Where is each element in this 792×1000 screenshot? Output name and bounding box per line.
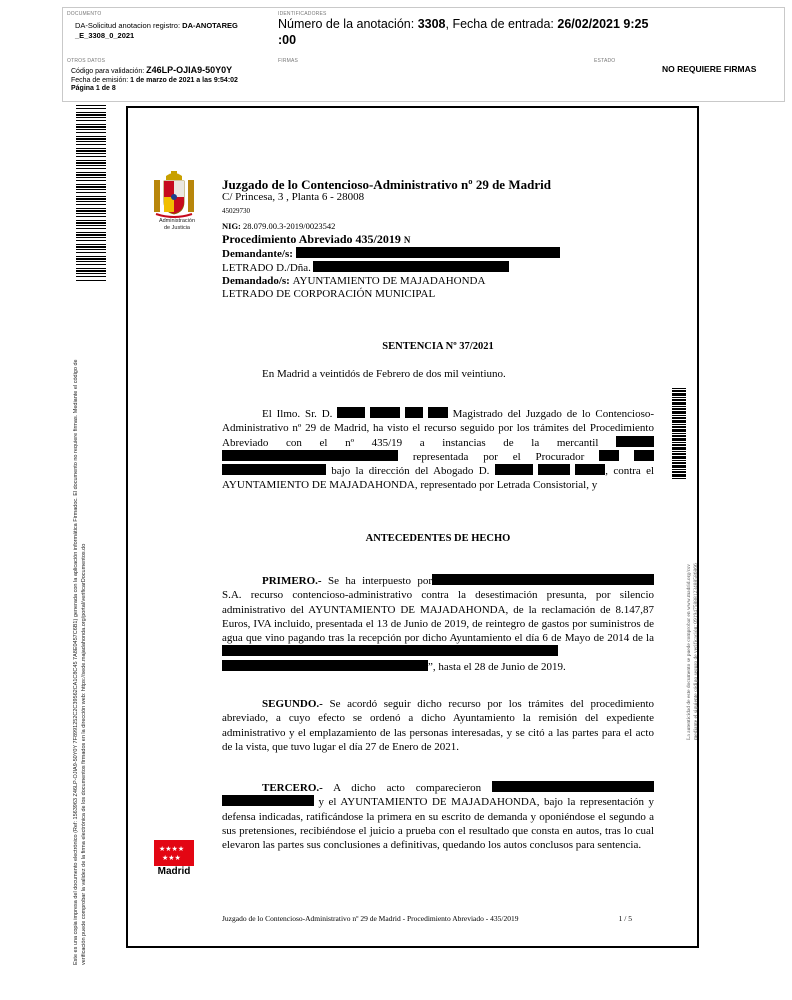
letrado-corporacion: LETRADO DE CORPORACIÓN MUNICIPAL (222, 288, 436, 300)
sentencia-title: SENTENCIA Nº 37/2021 (382, 341, 494, 352)
otros-datos-cell (63, 55, 274, 103)
verification-side-text: Este es una copia impresa del documento electrónico (Ref: 1563963 Z46LP-OJIA9-50Y0Y 7F8991252C2C39562CA1C8C45 7A8E0457C6B1) generada con la aplicación informática Firmadoc. El documento no requiere firmas. Mediante el código de verificación puede comprobar la validez de la firma electrónica de los documentos firmados en la dirección web: https://sede.majadahonda.org/portal/verificarDocumentos.do (73, 359, 87, 965)
svg-text:★★★: ★★★ (162, 854, 181, 862)
redaction-bar (296, 247, 560, 258)
barcode-icon (76, 105, 106, 281)
redaction-bar (405, 407, 423, 418)
svg-text:★★★★: ★★★★ (159, 845, 185, 853)
footer-page-number: 1 / 5 (618, 914, 632, 923)
sentencia-date: En Madrid a veintidós de Febrero de dos mil veintiuno. (262, 368, 506, 380)
redaction-bar (370, 407, 400, 418)
page-count: Página 1 de 8 (71, 85, 116, 92)
redaction-bar (222, 450, 398, 461)
documento-label: DOCUMENTO (67, 11, 102, 17)
redaction-bar (492, 781, 654, 792)
redaction-bar (313, 261, 509, 272)
court-address: C/ Princesa, 3 , Planta 6 - 28008 (222, 191, 365, 203)
estado-label: ESTADO (594, 58, 616, 64)
redaction-bar (428, 407, 448, 418)
coat-caption: Administración de Justicia (158, 218, 196, 231)
redaction-bar (616, 436, 654, 447)
demandado-line: Demandado/s: AYUNTAMIENTO DE MAJADAHONDA (222, 275, 486, 287)
otros-datos-value: Código para validación: Z46LP-OJIA9-50Y0Y Fecha de emisión: 1 de marzo de 2021 a las 9:54:02 Página 1 de 8 (71, 65, 238, 92)
otros-datos-label: OTROS DATOS (67, 58, 106, 64)
redaction-bar (634, 450, 654, 461)
intro-paragraph: El Ilmo. Sr. D. Magistrado del Juzgado de lo Contencioso- Administrativo nº 29 de Madrid, ha visto el recurso seguido por los trámites del Procedimiento Abreviado con el nº 435/19 a instancias de la mercantil representada por el Procurador bajo la dirección del Abogado D. , contra el AYUNTAMIENTO DE MAJADAHONDA, representado por Letrada Consistorial, y (222, 408, 655, 492)
identificadores-label: IDENTIFICADORES (278, 11, 327, 17)
redaction-bar (432, 574, 654, 585)
madrid-logo-icon (154, 840, 194, 866)
documento-cell (63, 8, 274, 55)
antecedentes-heading: ANTECEDENTES DE HECHO (365, 533, 511, 544)
redaction-bar (222, 645, 558, 656)
demandante-line: Demandante/s: (222, 247, 602, 261)
firmas-label: FIRMAS (278, 58, 299, 64)
footer-text: Juzgado de lo Contencioso-Administrativo nº 29 de Madrid - Procedimiento Abreviado - 435/2019 (222, 914, 519, 923)
court-header (222, 178, 602, 301)
redaction-bar (575, 464, 605, 475)
estado-cell (590, 55, 786, 103)
letrado-line: LETRADO D./Dña. (222, 261, 602, 275)
madrid-logo-text: Madrid (157, 866, 191, 877)
court-name: Juzgado de lo Contencioso-Administrativo nº 29 de Madrid (222, 177, 551, 192)
document-header (62, 7, 785, 102)
tercero-paragraph: TERCERO.- A dicho acto comparecieron y el AYUNTAMIENTO DE MAJADAHONDA, bajo la representación y defensa indicadas, ratificándose la primera en su escrito de demanda y oponiéndose el segundo a sus pretensiones, recibiéndose el juicio a prueba con el resultado que consta en autos, tras lo cual elevaron las partes sus conclusiones a definitivas, quedando los autos conclusos para sentencia. (222, 782, 654, 852)
anotacion-info: Número de la anotación: 3308, Fecha de entrada: 26/02/2021 9:25 :00 (278, 17, 649, 47)
redaction-bar (538, 464, 570, 475)
validation-code[interactable]: Z46LP-OJIA9-50Y0Y (146, 65, 233, 75)
redaction-bar (222, 660, 428, 671)
redaction-bar (495, 464, 533, 475)
estado-value: NO REQUIERE FIRMAS (662, 64, 757, 74)
redaction-bar (337, 407, 365, 418)
primero-paragraph: PRIMERO.- Se ha interpuesto por S.A. recurso contencioso-administrativo contra la desestimación presunta, por silencio administrativo del AYUNTAMIENTO DE MAJADAHONDA, de la reclamación de 8.147,87 Euros, IVA incluido, presentada el 13 de Junio de 2019, de reintegro de gastos por suministros de agua que vino pagando tras la recepción por dicho Ayuntamiento el día 6 de Mayo de 2014 de la ”, hasta el 28 de Junio de 2019. (222, 575, 654, 673)
segundo-paragraph: SEGUNDO.- Se acordó seguir dicho recurso por los trámites del procedimiento abreviado, a cuyo efecto se ordenó a dicho Ayuntamiento la remisión del expediente administrativo y el emplazamiento de las personas interesadas, y se citó a las partes para el acto de la vista, que tuvo lugar el día 27 de Enero de 2021. (222, 698, 655, 753)
redaction-bar (222, 795, 314, 806)
nig: NIG: 28.079.00.3-2019/0023542 (222, 221, 336, 231)
court-code: 45029730 (222, 207, 250, 215)
csv-verification-text: La autenticidad de este documento se puede comprobar en www.madrid.org/csv mediante el siguiente código seguro de verificación: 0919475888123488586866 (686, 563, 699, 740)
verification-barcode-icon (672, 388, 686, 480)
documento-value: DA-Solicitud anotacion registro: DA-ANOTAREG _E_3308_0_2021 (75, 21, 238, 40)
page-footer (222, 914, 632, 923)
redaction-bar (222, 464, 326, 475)
firmas-cell (274, 55, 590, 103)
redaction-bar (599, 450, 619, 461)
procedimiento: Procedimiento Abreviado 435/2019 N (222, 232, 411, 246)
identificadores-cell (274, 8, 786, 55)
